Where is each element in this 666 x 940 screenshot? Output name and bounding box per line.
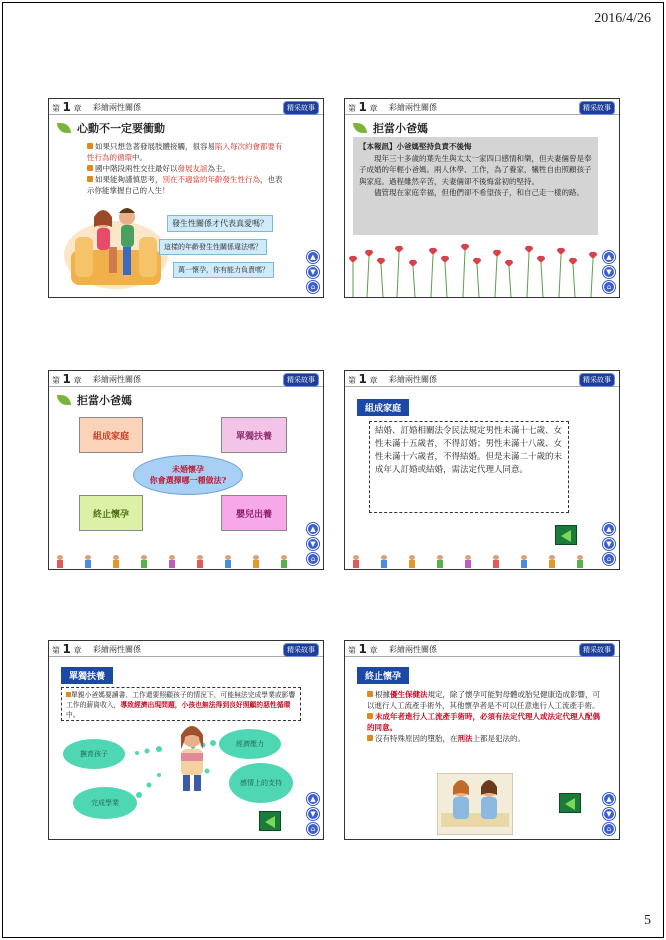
single-parent-text: 單親小爸媽要讀書、工作還要照顧孩子的情況下，可能無法完成學業或影響工作的薪資收入，導致經濟出現問題，小孩也無法得到良好照顧的惡性循環中。	[61, 687, 301, 721]
up-arrow-icon[interactable]: ▲	[603, 523, 615, 535]
down-arrow-icon[interactable]: ▼	[603, 266, 615, 278]
bullet-1: 根據優生保健法規定，除了懷孕可能對母體或胎兒健康造成影響，可以進行人工流產手術外，其他懷孕者是不可以任意進行人工流產手術。	[367, 690, 600, 710]
story-badge: 精采故事	[579, 373, 615, 387]
question-2: 這樣的年齡發生性關係違法嗎？	[159, 239, 267, 255]
chapter-title: 彩繪兩性關係	[389, 375, 437, 384]
leaf-icon	[57, 395, 71, 405]
option-form-family[interactable]: 組成家庭	[79, 417, 143, 453]
chapter-label: 第 1 章	[348, 100, 378, 114]
option-single-parent[interactable]: 單獨扶養	[221, 417, 287, 453]
bullet-2: 國中階段兩性交往最好以發展友誼為主。	[87, 163, 287, 174]
news-box	[353, 137, 598, 235]
up-arrow-icon[interactable]: ▲	[307, 793, 319, 805]
chapter-label: 第 1 章	[52, 642, 82, 656]
slide-header	[345, 371, 619, 387]
up-arrow-icon[interactable]: ▲	[603, 793, 615, 805]
bullet-3: 沒有特殊原因的墮胎，在刑法上都是犯法的。	[367, 733, 607, 744]
bubble-raise-child: 撫育孩子	[63, 739, 125, 769]
page-number: 5	[644, 913, 651, 928]
girl-illustration	[167, 723, 217, 793]
two-girls-illustration	[437, 773, 513, 835]
bullet-icon	[367, 735, 373, 741]
bullet-icon	[87, 176, 93, 182]
bullet-list	[367, 689, 607, 744]
question-1: 發生性關係才代表真愛嗎？	[167, 215, 273, 232]
story-badge: 精采故事	[579, 643, 615, 657]
bullet-1: 如果只想急著發展肢體接觸，很容易陷入每次約會都要有性行為的循環中。	[87, 142, 283, 162]
slide-title: 心動不一定要衝動	[57, 120, 165, 136]
section-tag: 終止懷孕	[357, 667, 409, 684]
news-paragraph-2: 儘管現在家庭幸福，但他們卻不希望孩子，和自己走一樣的路。	[359, 188, 584, 197]
story-badge: 精采故事	[283, 643, 319, 657]
slide-header	[49, 99, 323, 115]
chapter-title: 彩繪兩性關係	[93, 103, 141, 112]
back-play-icon[interactable]	[259, 811, 281, 831]
option-terminate[interactable]: 終止懷孕	[79, 495, 143, 531]
bullet-icon	[87, 143, 93, 149]
news-paragraph-1: 現年三十多歲的葉先生與太太一家四口感情和樂，但夫妻倆曾是奉子成婚的年輕小爸媽。兩人休學、工作，為了養家，犧牲自由照顧孩子與家庭。過程雖然辛苦，夫妻倆卻不後悔當初的堅持。	[359, 153, 592, 186]
home-icon[interactable]: ⌂	[603, 823, 615, 835]
down-arrow-icon[interactable]: ▼	[307, 266, 319, 278]
down-arrow-icon[interactable]: ▼	[603, 538, 615, 550]
leaf-icon	[353, 123, 367, 133]
news-headline: 【本報訊】小爸媽堅持負責不後悔	[359, 142, 472, 151]
bubble-financial-pressure: 經濟壓力	[219, 729, 281, 759]
slide-4	[344, 370, 620, 570]
bullet-list	[87, 141, 287, 196]
chapter-title: 彩繪兩性關係	[389, 103, 437, 112]
bubble-complete-studies: 完成學業	[73, 787, 137, 819]
slide-header	[49, 371, 323, 387]
home-icon[interactable]: ⌂	[603, 281, 615, 293]
slide-header	[345, 641, 619, 657]
slide-header	[49, 641, 323, 657]
up-arrow-icon[interactable]: ▲	[307, 251, 319, 263]
home-icon[interactable]: ⌂	[307, 281, 319, 293]
leaf-icon	[57, 123, 71, 133]
story-badge: 精采故事	[283, 373, 319, 387]
up-arrow-icon[interactable]: ▲	[307, 523, 319, 535]
back-play-icon[interactable]	[555, 525, 577, 545]
down-arrow-icon[interactable]: ▼	[603, 808, 615, 820]
home-icon[interactable]: ⌂	[307, 553, 319, 565]
chapter-title: 彩繪兩性關係	[93, 645, 141, 654]
slide-5	[48, 640, 324, 840]
section-tag: 單獨扶養	[61, 667, 113, 684]
bubble-emotional-support: 感情上的支持	[229, 763, 293, 803]
question-3: 萬一懷孕，你有能力負責嗎？	[173, 262, 274, 278]
bullet-icon	[367, 713, 373, 719]
chapter-label: 第 1 章	[348, 642, 378, 656]
chapter-title: 彩繪兩性關係	[389, 645, 437, 654]
slide-2	[344, 98, 620, 298]
slide-title: 拒當小爸媽	[57, 392, 132, 408]
chapter-label: 第 1 章	[52, 100, 82, 114]
back-play-icon[interactable]	[559, 793, 581, 813]
bullet-2: 未成年者進行人工流產手術時，必須有法定代理人或法定代理人配偶的同意。	[367, 712, 600, 732]
down-arrow-icon[interactable]: ▼	[307, 808, 319, 820]
story-badge: 精采故事	[579, 101, 615, 115]
chapter-label: 第 1 章	[348, 372, 378, 386]
flowers-decoration	[345, 243, 607, 297]
slide-3	[48, 370, 324, 570]
slide-6	[344, 640, 620, 840]
law-text: 結婚、訂婚相關法令民法規定男性未滿十七歲、女性未滿十五歲者，不得訂婚；男性未滿十八歲、女性未滿十六歲者，不得結婚。但是未滿二十歲的未成年人訂婚或結婚，需法定代理人同意。	[369, 421, 569, 513]
couple-illustration	[61, 195, 171, 290]
down-arrow-icon[interactable]: ▼	[307, 538, 319, 550]
slide-title: 拒當小爸媽	[353, 120, 428, 136]
story-badge: 精采故事	[283, 101, 319, 115]
chapter-label: 第 1 章	[52, 372, 82, 386]
section-tag: 組成家庭	[357, 399, 409, 416]
people-decoration	[345, 553, 607, 569]
chapter-title: 彩繪兩性關係	[93, 375, 141, 384]
people-decoration	[49, 553, 311, 569]
home-icon[interactable]: ⌂	[307, 823, 319, 835]
bullet-3: 如果能夠謹慎思考，別在不適當的年齡發生性行為，也表示你能掌握自己的人生！	[87, 175, 283, 195]
slide-header	[345, 99, 619, 115]
print-date: 2016/4/26	[594, 11, 651, 26]
slide-1	[48, 98, 324, 298]
option-adoption[interactable]: 嬰兒出養	[221, 495, 287, 531]
center-question: 未婚懷孕 你會選擇哪一種做法?	[133, 455, 243, 495]
bullet-icon	[367, 691, 373, 697]
bullet-icon	[87, 165, 93, 171]
home-icon[interactable]: ⌂	[603, 553, 615, 565]
up-arrow-icon[interactable]: ▲	[603, 251, 615, 263]
